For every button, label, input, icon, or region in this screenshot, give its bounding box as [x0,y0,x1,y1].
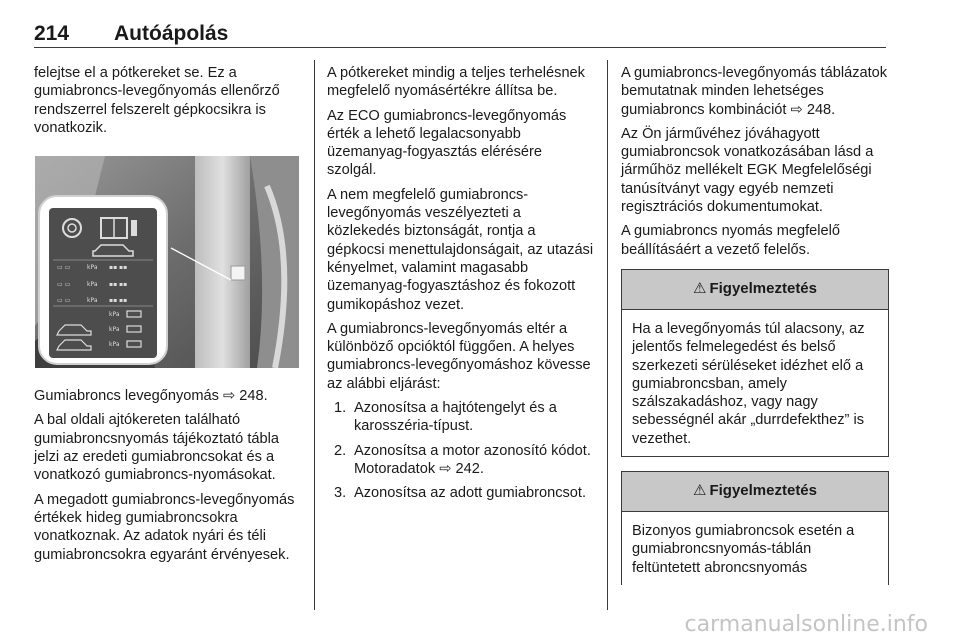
cold-tires-paragraph: A megadott gumiabroncs-levegőnyomás értékek hideg gumiabroncsokra vonatkoznak. Az adatok nyári és téli gumiabroncsokra egyaránt érvényesek. [34,491,295,563]
watermark: carmanualsonline.info [684,612,928,637]
door-frame-paragraph: A bal oldali ajtókereten található gumiabroncsnyomás tájékoztató tábla jelzi az eredeti gumiabroncsokat és a vonatkozó gumiabroncs-nyomásokat. [34,412,279,484]
procedure-step: 1. Azonosítsa a hajtótengelyt és a karosszéria-típust. [334,400,557,435]
svg-text:▭ ▭: ▭ ▭ [57,281,71,289]
column-2 [327,64,595,509]
kpa-label-4: kPa [109,311,120,319]
column-divider-1 [314,60,315,610]
warning-icon: ⚠ [693,280,707,298]
warning-box-1 [621,269,889,457]
svg-text:▭ ▭: ▭ ▭ [57,297,71,305]
section-title: Autóápolás [114,22,229,45]
svg-text:▭ ▭: ▭ ▭ [57,264,71,272]
svg-text:▪▪ ▪▪: ▪▪ ▪▪ [109,297,128,305]
warning-icon: ⚠ [693,482,707,500]
door-frame-tire-label-photo [35,156,299,368]
page-ref-icon: ⇨ [223,388,236,405]
procedure-intro-paragraph: A gumiabroncs-levegőnyomás eltér a különböző opcióktól függően. A helyes gumiabroncs-levegőnyomáshoz kövesse az alábbi eljárást: [327,320,591,392]
incorrect-pressure-paragraph: A nem megfelelő gumiabroncs-levegőnyomás veszélyezteti a közlekedés biztonságát, rontja a gépkocsi menettulajdonságait, az utazási kényelmet, valamint magasabb üzemanyag-fogyasztáshoz és fokozott gumikopáshoz vezet. [327,186,594,313]
photo-caption: Gumiabroncs levegőnyomás ⇨ 248. [34,388,268,405]
driver-responsibility-paragraph: A gumiabroncs nyomás megfelelő beállításáért a vezető felelős. [621,223,841,258]
approved-tires-paragraph: Az Ön járművéhez jóváhagyott gumiabroncsok vonatkozásában lásd a járműhöz mellékelt EGK Megfelelőségi tanúsítványt vagy egyéb nemzeti regisztrációs dokumentumokat. [621,125,874,216]
warning-title: Figyelmeztetés [709,482,817,500]
warning-body: Ha a levegőnyomás túl alacsony, az jelentős felmelegedést és belső szerkezeti sérüléseket idézhet elő a gumiabroncsban, amely szálszakadáshoz, vagy nagy sebességnél akár „durrdefekthez” is vezethet. [632,320,865,447]
kpa-label-5: kPa [109,326,120,334]
procedure-steps [327,399,595,502]
spare-wheel-paragraph: A pótkereket mindig a teljes terhelésnek megfelelő nyomásértékre állítsa be. [327,65,585,100]
column-divider-2 [607,60,608,610]
tables-page-ref[interactable]: 248. [806,101,836,118]
kpa-label-1: kPa [87,264,98,272]
column-1 [34,64,302,570]
caption-page-ref[interactable]: 248. [239,388,268,405]
warning-header [622,270,888,310]
page-number: 214 [34,22,70,45]
kpa-label-2: kPa [87,281,98,289]
pressure-tables-paragraph: A gumiabroncs-levegőnyomás táblázatok bemutatnak minden lehetséges gumiabroncs kombinációt ⇨ 248. [621,65,888,118]
kpa-label-3: kPa [87,297,98,305]
svg-text:▪▪ ▪▪: ▪▪ ▪▪ [109,281,128,289]
warning-header [622,472,888,512]
warning-body: Bizonyos gumiabroncsok esetén a gumiabroncsnyomás-táblán feltüntetett abroncsnyomás [632,523,855,576]
procedure-step: 2. Azonosítsa a motor azonosító kódot. Motoradatok ⇨ 242. [334,442,591,477]
header-rule [34,47,886,48]
eco-pressure-paragraph: Az ECO gumiabroncs-levegőnyomás érték a lehető legalacsonyabb üzemanyag-fogyasztás elérésére szolgál. [327,107,567,179]
svg-text:▪▪ ▪▪: ▪▪ ▪▪ [109,264,128,272]
column-3 [621,64,889,585]
kpa-label-6: kPa [109,341,120,349]
page-ref-icon: ⇨ [439,460,452,477]
page-ref-icon: ⇨ [790,101,803,118]
engine-data-page-ref[interactable]: 242. [455,460,484,477]
warning-box-2 [621,471,889,585]
intro-paragraph: felejtse el a pótkereket se. Ez a gumiabroncs-levegőnyomás ellenőrző rendszerrel felszerelt gépkocsikra is vonatkozik. [34,65,280,136]
warning-title: Figyelmeztetés [709,280,817,298]
procedure-step: 3. Azonosítsa az adott gumiabroncsot. [334,485,587,502]
